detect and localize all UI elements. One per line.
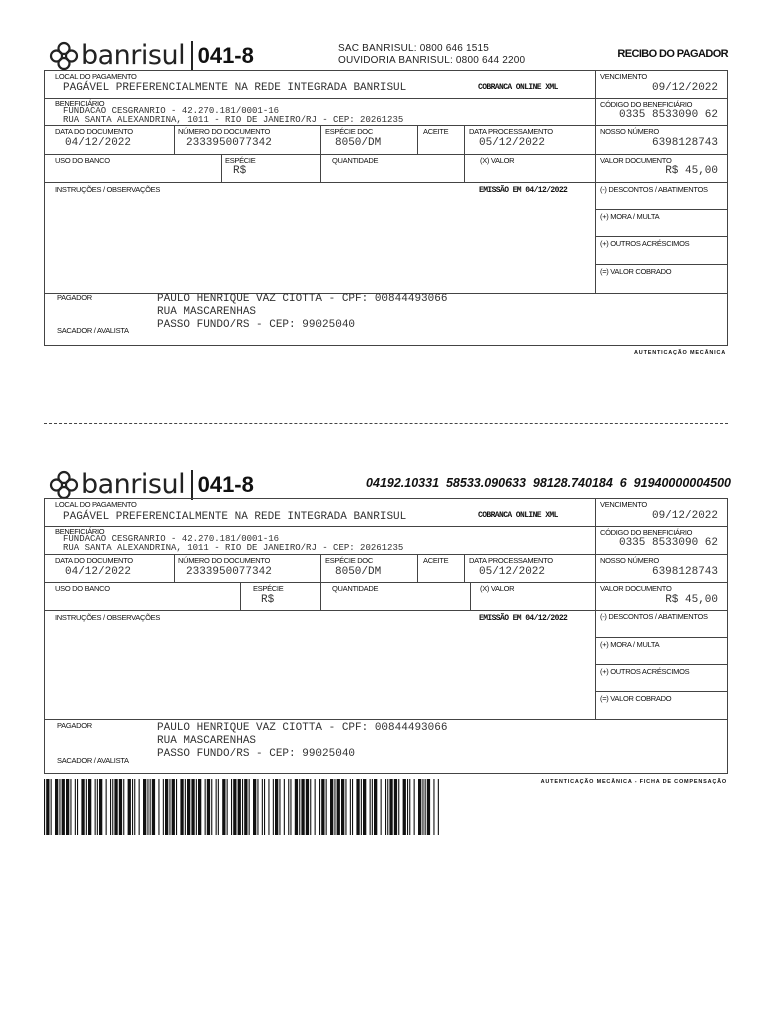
- bank-logo: [49, 40, 254, 71]
- barcode-bar: [158, 779, 159, 835]
- label-aceite: ACEITE: [423, 127, 449, 136]
- value-nosso-numero: 6398128743: [651, 566, 718, 578]
- barcode-bar: [288, 779, 289, 835]
- label-beneficiario: BENEFICIÁRIO: [55, 527, 105, 536]
- barcode-bar: [119, 779, 122, 835]
- barcode-bar: [350, 779, 351, 835]
- barcode-bar: [216, 779, 217, 835]
- barcode-bar: [385, 779, 386, 835]
- label-codigo-beneficiario: CÓDIGO DO BENEFICIÁRIO: [600, 528, 693, 537]
- barcode-bar: [128, 779, 131, 835]
- label-numero-documento: NÚMERO DO DOCUMENTO: [178, 556, 271, 565]
- barcode-bar: [44, 779, 45, 835]
- barcode-bar: [257, 779, 258, 835]
- value-pagador-1: PAULO HENRIQUE VAZ CIOTTA - CPF: 00844493066: [157, 722, 448, 734]
- label-data-documento: DATA DO DOCUMENTO: [55, 556, 133, 565]
- barcode-bar: [356, 779, 359, 835]
- barcode-bar: [150, 779, 151, 835]
- barcode-bar: [198, 779, 201, 835]
- compensation-authentication: AUTENTICAÇÃO MECÂNICA - FICHA DE COMPENSAÇÃO: [540, 779, 727, 785]
- barcode-bar: [387, 779, 388, 835]
- barcode-bar: [427, 779, 430, 835]
- barcode-bar: [279, 779, 280, 835]
- label-nosso-numero: NOSSO NÚMERO: [600, 127, 659, 136]
- barcode-bar: [218, 779, 219, 835]
- value-codigo-beneficiario: 0335 8533090 62: [618, 109, 718, 121]
- barcode-bar: [114, 779, 117, 835]
- logo-separator: [191, 470, 193, 500]
- barcode-bar: [389, 779, 392, 835]
- cut-line: [44, 423, 728, 424]
- barcode-bar: [268, 779, 269, 835]
- label-sacador: SACADOR / AVALISTA: [57, 756, 129, 765]
- barcode-bar: [187, 779, 190, 835]
- barcode-bar: [95, 779, 96, 835]
- barcode-bar: [97, 779, 98, 835]
- barcode-bar: [319, 779, 320, 835]
- label-instrucoes: INSTRUÇÕES / OBSERVAÇÕES: [55, 185, 161, 194]
- barcode-bar: [222, 779, 225, 835]
- barcode-bar: [262, 779, 263, 835]
- value-nosso-numero: 6398128743: [651, 137, 718, 149]
- barcode-bar: [231, 779, 232, 835]
- bank-name: banrisul: [81, 40, 186, 71]
- label-especie-doc: ESPÉCIE DOC: [325, 127, 373, 136]
- label-nosso-numero: NOSSO NÚMERO: [600, 556, 659, 565]
- label-valor-documento: VALOR DOCUMENTO: [600, 584, 672, 593]
- barcode-bar: [242, 779, 243, 835]
- label-valor-cobrado: (=) VALOR COBRADO: [600, 694, 672, 703]
- barcode-bar: [233, 779, 236, 835]
- label-instrucoes: INSTRUÇÕES / OBSERVAÇÕES: [55, 613, 161, 622]
- label-valor-cobrado: (=) VALOR COBRADO: [600, 267, 672, 276]
- barcode-bar: [372, 779, 373, 835]
- value-numero-documento: 2333950077342: [186, 566, 272, 578]
- barcode-bar: [330, 779, 333, 835]
- ouvidoria-phone: OUVIDORIA BANRISUL: 0800 644 2200: [338, 55, 526, 66]
- label-local-pagamento: LOCAL DO PAGAMENTO: [55, 500, 137, 509]
- barcode-bar: [275, 779, 278, 835]
- label-aceite: ACEITE: [423, 556, 449, 565]
- barcode-bar: [334, 779, 335, 835]
- label-especie-doc: ESPÉCIE DOC: [325, 556, 373, 565]
- barcode-bar: [361, 779, 362, 835]
- label-especie: ESPÉCIE: [253, 584, 284, 593]
- barcode: [44, 779, 440, 835]
- barcode-bar: [310, 779, 311, 835]
- barcode-bar: [249, 779, 250, 835]
- value-valor-documento: R$ 45,00: [665, 594, 718, 606]
- barcode-bar: [205, 779, 206, 835]
- value-vencimento: 09/12/2022: [651, 510, 718, 522]
- value-emissao: EMISSÃO EM 04/12/2022: [479, 614, 568, 623]
- label-outros: (+) OUTROS ACRÉSCIMOS: [600, 667, 690, 676]
- label-codigo-beneficiario: CÓDIGO DO BENEFICIÁRIO: [600, 100, 693, 109]
- barcode-bar: [409, 779, 410, 835]
- barcode-bar: [299, 779, 300, 835]
- value-codigo-beneficiario: 0335 8533090 62: [618, 537, 718, 549]
- label-mora: (+) MORA / MULTA: [600, 640, 660, 649]
- barcode-bar: [70, 779, 71, 835]
- value-beneficiario-2: RUA SANTA ALEXANDRINA, 1011 - RIO DE JANEIRO/RJ - CEP: 20261235: [63, 543, 404, 553]
- barcode-bar: [176, 779, 177, 835]
- barcode-bar: [132, 779, 133, 835]
- barcode-bar: [163, 779, 164, 835]
- barcode-bar: [315, 779, 316, 835]
- barcode-bar: [425, 779, 426, 835]
- label-uso-banco: USO DO BANCO: [55, 584, 110, 593]
- digitable-line: 04192.10331 58533.090633 98128.740184 6 91940000004500: [366, 476, 731, 490]
- value-local-pagamento: PAGÁVEL PREFERENCIALMENTE NA REDE INTEGRADA BANRISUL: [63, 511, 407, 523]
- barcode-bar: [438, 779, 439, 835]
- value-pagador-3: PASSO FUNDO/RS - CEP: 99025040: [157, 319, 356, 331]
- receipt-authentication: AUTENTICAÇÃO MECÂNICA: [634, 350, 726, 356]
- barcode-bar: [284, 779, 285, 835]
- value-beneficiario-2: RUA SANTA ALEXANDRINA, 1011 - RIO DE JANEIRO/RJ - CEP: 20261235: [63, 115, 404, 125]
- value-especie-doc: 8050/DM: [335, 137, 382, 149]
- value-emissao: EMISSÃO EM 04/12/2022: [479, 186, 568, 195]
- barcode-bar: [165, 779, 168, 835]
- value-cobranca: COBRANCA ONLINE XML: [478, 511, 558, 520]
- barcode-bar: [123, 779, 124, 835]
- barcode-bar: [363, 779, 366, 835]
- value-especie: R$: [261, 594, 275, 606]
- barcode-bar: [394, 779, 397, 835]
- barcode-bar: [352, 779, 353, 835]
- value-data-documento: 04/12/2022: [65, 137, 132, 149]
- label-pagador: PAGADOR: [57, 293, 92, 302]
- barcode-bar: [106, 779, 107, 835]
- barcode-bar: [238, 779, 241, 835]
- barcode-bar: [407, 779, 408, 835]
- barcode-bar: [433, 779, 434, 835]
- label-beneficiario: BENEFICIÁRIO: [55, 99, 105, 108]
- barcode-bar: [306, 779, 309, 835]
- barcode-bar: [422, 779, 423, 835]
- logo-separator: [191, 41, 193, 71]
- value-especie-doc: 8050/DM: [335, 566, 382, 578]
- barcode-bar: [81, 779, 84, 835]
- barcode-bar: [196, 779, 197, 835]
- bank-logo-2: [49, 469, 254, 500]
- barcode-bar: [110, 779, 111, 835]
- value-beneficiario-1: FUNDACAO CESGRANRIO - 42.270.181/0001-16: [63, 106, 280, 116]
- barcode-bar: [180, 779, 183, 835]
- value-vencimento: 09/12/2022: [651, 82, 718, 94]
- label-descontos: (-) DESCONTOS / ABATIMENTOS: [600, 612, 708, 621]
- label-x-valor: (X) VALOR: [480, 156, 515, 165]
- sac-phone: SAC BANRISUL: 0800 646 1515: [338, 43, 490, 54]
- barcode-bar: [75, 779, 76, 835]
- barcode-bar: [172, 779, 175, 835]
- label-outros: (+) OUTROS ACRÉSCIMOS: [600, 239, 690, 248]
- barcode-bar: [370, 779, 371, 835]
- banrisul-logo-icon: [49, 470, 79, 500]
- label-valor-documento: VALOR DOCUMENTO: [600, 156, 672, 165]
- barcode-bar: [62, 779, 65, 835]
- barcode-bar: [77, 779, 78, 835]
- barcode-bar: [185, 779, 186, 835]
- barcode-bar: [321, 779, 324, 835]
- barcode-bar: [374, 779, 377, 835]
- label-sacador: SACADOR / AVALISTA: [57, 326, 129, 335]
- barcode-bar: [147, 779, 148, 835]
- barcode-bar: [227, 779, 228, 835]
- value-pagador-3: PASSO FUNDO/RS - CEP: 99025040: [157, 748, 356, 760]
- barcode-bar: [112, 779, 113, 835]
- label-vencimento: VENCIMENTO: [600, 72, 647, 81]
- barcode-bar: [207, 779, 210, 835]
- barcode-bar: [253, 779, 256, 835]
- value-pagador-2: RUA MASCARENHAS: [157, 735, 257, 747]
- barcode-bar: [345, 779, 346, 835]
- value-pagador-2: RUA MASCARENHAS: [157, 306, 257, 318]
- barcode-bar: [295, 779, 298, 835]
- value-local-pagamento: PAGÁVEL PREFERENCIALMENTE NA REDE INTEGRADA BANRISUL: [63, 82, 407, 94]
- label-vencimento: VENCIMENTO: [600, 500, 647, 509]
- label-numero-documento: NÚMERO DO DOCUMENTO: [178, 127, 271, 136]
- barcode-bar: [341, 779, 344, 835]
- value-beneficiario-1: FUNDACAO CESGRANRIO - 42.270.181/0001-16: [63, 534, 280, 544]
- barcode-bar: [244, 779, 247, 835]
- barcode-bar: [139, 779, 140, 835]
- barcode-bar: [301, 779, 304, 835]
- label-mora: (+) MORA / MULTA: [600, 212, 660, 221]
- banrisul-logo-icon: [49, 41, 79, 71]
- barcode-bar: [326, 779, 327, 835]
- barcode-bar: [418, 779, 421, 835]
- barcode-bar: [290, 779, 291, 835]
- value-especie: R$: [233, 165, 247, 177]
- barcode-bar: [55, 779, 58, 835]
- barcode-bar: [46, 779, 49, 835]
- barcode-bar: [191, 779, 194, 835]
- value-data-documento: 04/12/2022: [65, 566, 132, 578]
- label-data-processamento: DATA PROCESSAMENTO: [469, 556, 553, 565]
- value-data-processamento: 05/12/2022: [479, 137, 546, 149]
- barcode-bar: [86, 779, 87, 835]
- barcode-bar: [134, 779, 135, 835]
- label-data-documento: DATA DO DOCUMENTO: [55, 127, 133, 136]
- barcode-bar: [273, 779, 274, 835]
- label-descontos: (-) DESCONTOS / ABATIMENTOS: [600, 185, 708, 194]
- value-numero-documento: 2333950077342: [186, 137, 272, 149]
- barcode-bar: [381, 779, 382, 835]
- barcode-bar: [143, 779, 146, 835]
- barcode-bar: [88, 779, 91, 835]
- barcode-bar: [403, 779, 406, 835]
- receipt-title: RECIBO DO PAGADOR: [617, 48, 728, 60]
- bank-code: 041-8: [197, 471, 254, 497]
- bank-code: 041-8: [197, 42, 254, 68]
- barcode-bar: [414, 779, 415, 835]
- barcode-bar: [99, 779, 102, 835]
- barcode-bar: [59, 779, 60, 835]
- value-data-processamento: 05/12/2022: [479, 566, 546, 578]
- value-valor-documento: R$ 45,00: [665, 165, 718, 177]
- label-quantidade: QUANTIDADE: [332, 584, 379, 593]
- value-cobranca: COBRANCA ONLINE XML: [478, 83, 558, 92]
- value-pagador-1: PAULO HENRIQUE VAZ CIOTTA - CPF: 00844493066: [157, 293, 448, 305]
- barcode-bar: [211, 779, 212, 835]
- barcode-bar: [51, 779, 52, 835]
- label-local-pagamento: LOCAL DO PAGAMENTO: [55, 72, 137, 81]
- barcode-bar: [66, 779, 69, 835]
- barcode-bar: [337, 779, 340, 835]
- barcode-bar: [152, 779, 155, 835]
- barcode-bar: [169, 779, 170, 835]
- label-quantidade: QUANTIDADE: [332, 156, 379, 165]
- label-pagador: PAGADOR: [57, 721, 92, 730]
- bank-name: banrisul: [81, 469, 186, 500]
- label-x-valor: (X) VALOR: [480, 584, 515, 593]
- label-data-processamento: DATA PROCESSAMENTO: [469, 127, 553, 136]
- label-especie: ESPÉCIE: [225, 156, 256, 165]
- label-uso-banco: USO DO BANCO: [55, 156, 110, 165]
- barcode-bar: [398, 779, 399, 835]
- barcode-bar: [264, 779, 265, 835]
